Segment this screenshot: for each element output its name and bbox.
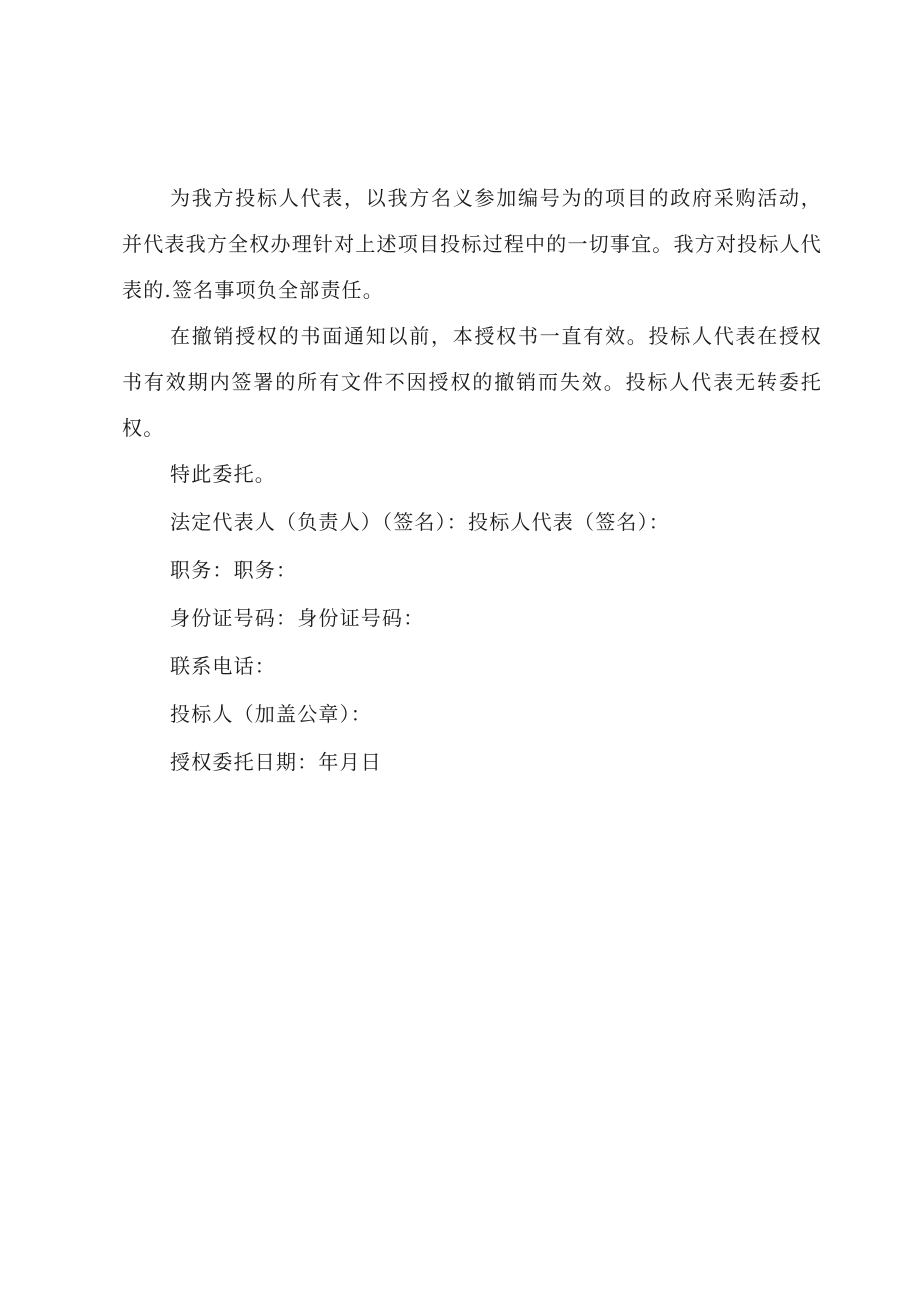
field-id-number: 身份证号码：身份证号码： bbox=[170, 606, 425, 630]
paragraph-authorization-scope: 为我方投标人代表，以我方名义参加编号为的项目的政府采购活动，并代表我方全权办理针对上述项目投标过程中的一切事宜。我方对投标人代表的.签名事项负全部责任。 bbox=[122, 186, 822, 302]
document-body bbox=[122, 175, 822, 785]
field-phone: 联系电话： bbox=[170, 654, 276, 678]
field-seal: 投标人（加盖公章）： bbox=[170, 702, 372, 726]
field-date: 授权委托日期：年月日 bbox=[170, 750, 382, 774]
paragraph-validity: 在撤销授权的书面通知以前，本授权书一直有效。投标人代表在授权书有效期内签署的所有文件不因授权的撤销而失效。投标人代表无转委托权。 bbox=[122, 324, 822, 440]
closing-statement: 特此委托。 bbox=[170, 462, 276, 486]
field-position: 职务：职务： bbox=[170, 558, 298, 582]
field-signatures: 法定代表人（负责人）（签名）：投标人代表（签名）： bbox=[170, 510, 670, 534]
